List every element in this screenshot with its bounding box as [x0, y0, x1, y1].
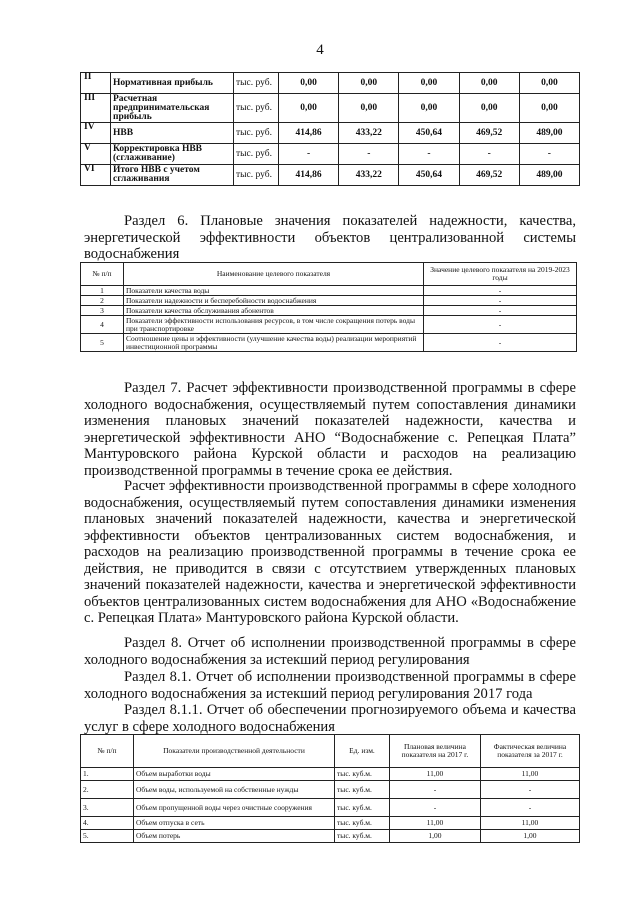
value-cell: - [279, 144, 339, 165]
row-number: II [81, 73, 111, 94]
row-unit: тыс. куб.м. [335, 781, 390, 799]
value-cell: 433,22 [339, 123, 399, 144]
table-row [81, 144, 580, 165]
table-row [81, 73, 580, 94]
row-name: НВВ [111, 123, 234, 144]
fact-value: - [480, 781, 579, 799]
table-row [81, 799, 580, 817]
value-cell: 0,00 [459, 73, 519, 94]
table-row [81, 768, 580, 781]
row-number: 4. [81, 817, 134, 830]
row-name: Итого НВВ с учетом сглаживания [111, 165, 234, 186]
section6-heading: Раздел 6. Плановые значения показателей надежности, качества, энергетической эффективности объектов централизованной системы водоснабжения [84, 213, 576, 262]
row-unit: тыс. куб.м. [335, 768, 390, 781]
value-cell: 0,00 [519, 73, 579, 94]
value-cell: - [459, 144, 519, 165]
fact-value: 11,00 [480, 817, 579, 830]
row-name: Объем пропущенной воды через очистные сооружения [134, 799, 335, 817]
value-cell: 469,52 [459, 165, 519, 186]
value-cell: 489,00 [519, 165, 579, 186]
row-number: VI [81, 165, 111, 186]
row-value: - [424, 286, 577, 296]
header-cell: Показатели производственной деятельности [134, 735, 335, 768]
header-cell: № п/п [81, 263, 124, 286]
row-name: Корректировка НВВ (сглаживание) [111, 144, 234, 165]
value-cell: 0,00 [279, 73, 339, 94]
value-cell: 414,86 [279, 123, 339, 144]
row-number: 2. [81, 781, 134, 799]
value-cell: 0,00 [399, 94, 459, 123]
table-row [81, 817, 580, 830]
value-cell: 0,00 [459, 94, 519, 123]
row-value: - [424, 306, 577, 316]
table-row [81, 306, 577, 316]
row-number: 5. [81, 830, 134, 843]
row-value: - [424, 334, 577, 352]
row-number: V [81, 144, 111, 165]
value-cell: 0,00 [519, 94, 579, 123]
header-cell: Фактическая величина показателя за 2017 г. [480, 735, 579, 768]
value-cell: - [519, 144, 579, 165]
row-value: - [424, 296, 577, 306]
table-row [81, 334, 577, 352]
plan-value: 11,00 [390, 817, 481, 830]
row-value: - [424, 316, 577, 334]
row-number: 3. [81, 799, 134, 817]
row-name: Объем потерь [134, 830, 335, 843]
plan-value: - [390, 781, 481, 799]
section8-paragraph-1: Раздел 8. Отчет об исполнении производственной программы в сфере холодного водоснабжения за истекший период регулирования [84, 635, 576, 668]
row-name: Объем отпуска в сеть [134, 817, 335, 830]
header-cell: Ед. изм. [335, 735, 390, 768]
table-row [81, 781, 580, 799]
row-unit: тыс. руб. [234, 94, 279, 123]
row-number: 1 [81, 286, 124, 296]
value-cell: - [339, 144, 399, 165]
production-report-table [80, 734, 580, 843]
table-row [81, 316, 577, 334]
header-cell: Значение целевого показателя на 2019-2023 годы [424, 263, 577, 286]
table-row [81, 830, 580, 843]
value-cell: 0,00 [339, 94, 399, 123]
row-name: Расчетная предпринимательская прибыль [111, 94, 234, 123]
row-number: 1. [81, 768, 134, 781]
row-number: III [81, 94, 111, 123]
fact-value: - [480, 799, 579, 817]
row-name: Объем выработки воды [134, 768, 335, 781]
table-row [81, 94, 580, 123]
value-cell: 489,00 [519, 123, 579, 144]
row-number: 5 [81, 334, 124, 352]
fact-value: 11,00 [480, 768, 579, 781]
row-name: Нормативная прибыль [111, 73, 234, 94]
row-name: Показатели надежности и бесперебойности водоснабжения [124, 296, 424, 306]
row-name: Показатели качества воды [124, 286, 424, 296]
row-unit: тыс. руб. [234, 123, 279, 144]
nvv-table [80, 72, 580, 186]
fact-value: 1,00 [480, 830, 579, 843]
row-unit: тыс. руб. [234, 73, 279, 94]
plan-value: 1,00 [390, 830, 481, 843]
row-unit: тыс. руб. [234, 144, 279, 165]
table-row [81, 286, 577, 296]
row-unit: тыс. руб. [234, 165, 279, 186]
value-cell: 450,64 [399, 123, 459, 144]
row-name: Показатели эффективности использования ресурсов, в том числе сокращения потерь воды при транспортировке [124, 316, 424, 334]
value-cell: - [399, 144, 459, 165]
row-number: 4 [81, 316, 124, 334]
row-unit: тыс. куб.м. [335, 817, 390, 830]
value-cell: 0,00 [399, 73, 459, 94]
row-number: 3 [81, 306, 124, 316]
value-cell: 414,86 [279, 165, 339, 186]
value-cell: 0,00 [339, 73, 399, 94]
value-cell: 433,22 [339, 165, 399, 186]
row-number: 2 [81, 296, 124, 306]
section7-paragraph-1: Раздел 7. Расчет эффективности производственной программы в сфере холодного водоснабжения, осуществляемый путем сопоставления динамики изменения плановых значений показателей надежности, качества и энергетической эффективности АНО “Водоснабжение с. Репецкая Плата” Мантуровского района Курской области и расходов на реализацию производственной программы в течение срока ее действия. [84, 380, 576, 479]
header-cell: № п/п [81, 735, 134, 768]
targets-table [80, 262, 577, 352]
row-number: IV [81, 123, 111, 144]
plan-value: - [390, 799, 481, 817]
row-name: Показатели качества обслуживания абонентов [124, 306, 424, 316]
table-row [81, 296, 577, 306]
value-cell: 450,64 [399, 165, 459, 186]
row-unit: тыс. куб.м. [335, 799, 390, 817]
plan-value: 11,00 [390, 768, 481, 781]
table-header-row [81, 735, 580, 768]
header-cell: Плановая величина показателя на 2017 г. [390, 735, 481, 768]
value-cell: 0,00 [279, 94, 339, 123]
value-cell: 469,52 [459, 123, 519, 144]
table-row [81, 123, 580, 144]
table-header-row [81, 263, 577, 286]
header-cell: Наименование целевого показателя [124, 263, 424, 286]
row-name: Объем воды, используемой на собственные нужды [134, 781, 335, 799]
row-name: Соотношение цены и эффективности (улучшение качества воды) реализации мероприятий инвестиционной программы [124, 334, 424, 352]
row-unit: тыс. куб.м. [335, 830, 390, 843]
section8-paragraph-2: Раздел 8.1. Отчет об исполнении производственной программы в сфере холодного водоснабжения за истекший период регулирования 2017 года [84, 669, 576, 702]
page-number: 4 [316, 42, 324, 58]
section8-paragraph-3: Раздел 8.1.1. Отчет об обеспечении прогнозируемого объема и качества услуг в сфере холодного водоснабжения [84, 702, 576, 735]
section7-paragraph-2: Расчет эффективности производственной программы в сфере холодного водоснабжения, осуществляемый путем сопоставления динамики изменения плановых значений показателей надежности, качества и энергетической эффективности объектов централизованных систем водоснабжения, и расходов на реализацию производственной программы в течение срока ее действия, не приводится в связи с отсутствием утвержденных плановых значений показателей надежности, качества и энергетической эффективности объектов централизованных систем водоснабжения для АНО «Водоснабжение с. Репецкая Плата» Мантуровского района Курской области. [84, 478, 576, 626]
table-row [81, 165, 580, 186]
